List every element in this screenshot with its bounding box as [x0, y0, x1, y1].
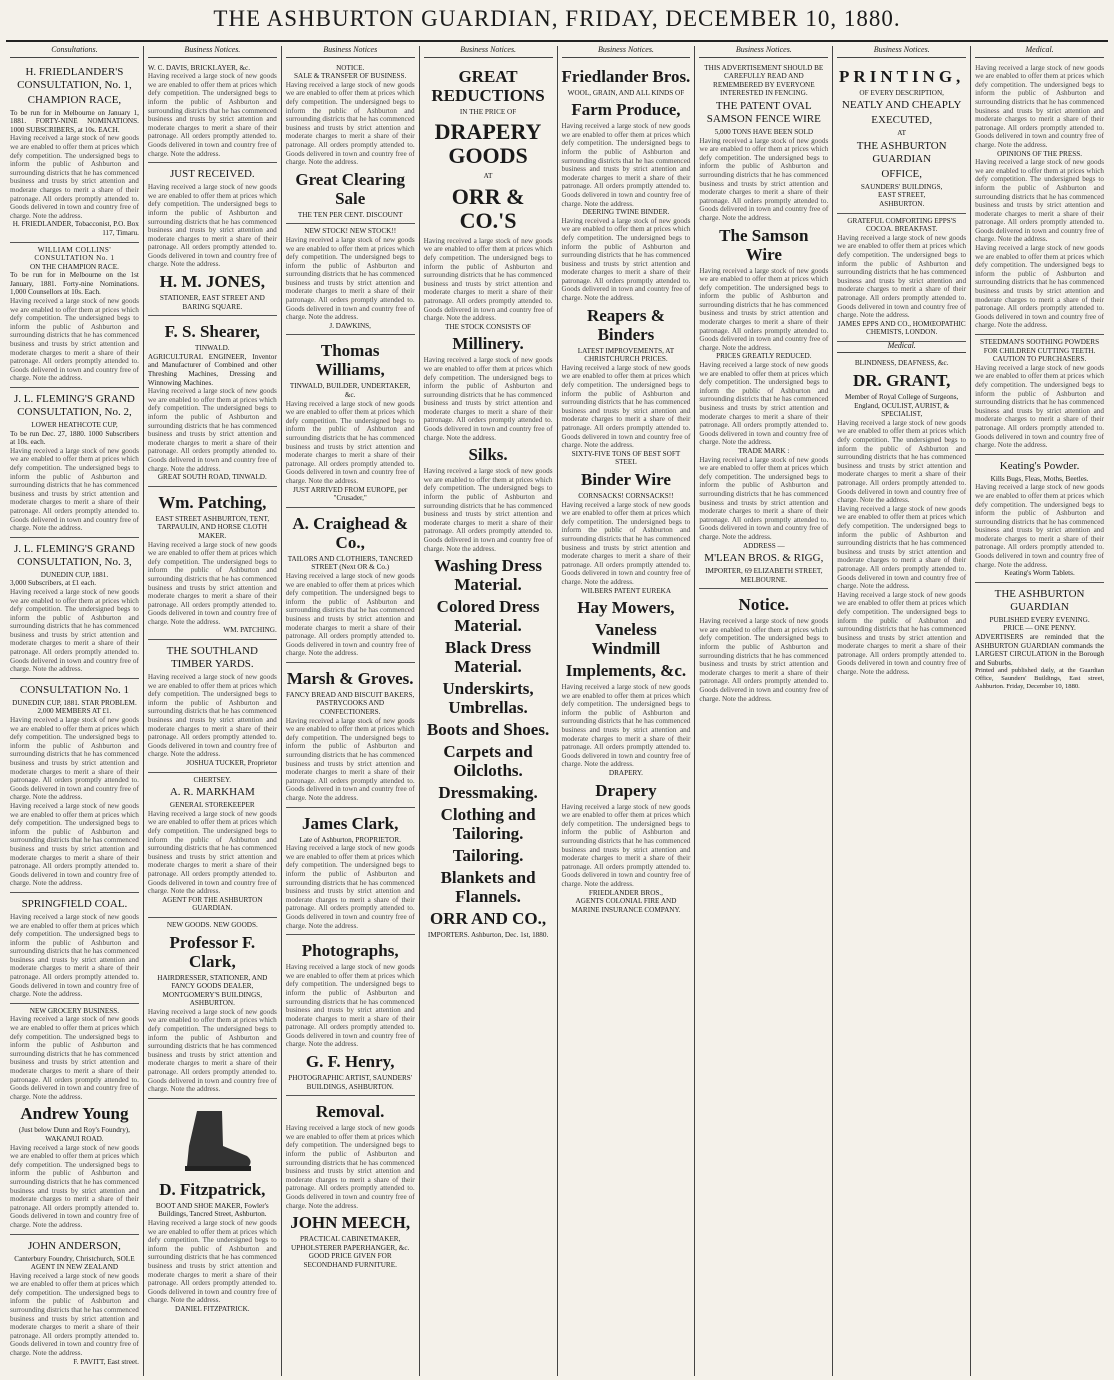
ad-collins-consultation — [10, 243, 139, 389]
ad-title: Photographs, — [301, 941, 399, 961]
ad-samson-wire — [699, 61, 828, 590]
ad-name: Thomas Williams, — [315, 341, 385, 380]
ad-filler: Having received a large stock of new goods we are enabled to offer them at prices which defy competition. The undersigned begs to inform the public of Ashburton and surrounding districts that he has commenced business and trusts by strict attention and moderate charges to merit a share of their patronage. All orders promptly attended to. Goods delivered in town and country free of charge. Note the address. — [147, 673, 277, 759]
ad-company: M'LEAN BROS. & RIGG, — [704, 552, 824, 565]
ad-subtitle: (Just below Dunn and Roy's Foundry), WAKANUI ROAD. — [18, 1126, 130, 1143]
ad-body: To be run for in Melbourne on January 1, 1881. FORTY-NINE NOMINATIONS. 1000 SUBSCRIBERS, at 10s. EACH. — [10, 108, 139, 134]
ad-name: G. F. Henry, — [305, 1052, 395, 1072]
ad-friedlander-bros — [562, 61, 691, 919]
ad-filler: Having received a large stock of new goods we are enabled to offer them at prices which defy competition. The undersigned begs to inform the public of Ashburton and surrounding districts that he has commenced business and trusts by strict attention and moderate charges to merit a share of their patronage. All orders promptly attended to. Goods delivered in town and country free of charge. Note the address. — [423, 236, 553, 323]
ad-subtitle: LOWER HEATHCOTE CUP, — [31, 421, 118, 429]
ad-subtitle: TINWALD. — [195, 344, 230, 353]
ad-filler: Having received a large stock of new goods we are enabled to offer them at prices which defy competition. The undersigned begs to inform the public of Ashburton and surrounding districts that he has commenced business and trusts by strict attention and moderate charges to merit a share of their patronage. All orders promptly attended to. Goods delivered in town and country free of charge. Note the address. — [285, 80, 415, 167]
section-hay-mowers: Hay Mowers, — [577, 598, 675, 618]
ad-signature: JAMES EPPS AND CO., HOMŒOPATHIC CHEMISTS, LONDON. — [837, 319, 966, 337]
section-drapery: Drapery — [595, 780, 657, 800]
ad-subtitle: PUBLISHED EVERY EVENING. — [989, 615, 1090, 624]
ad-keating — [975, 455, 1104, 583]
ad-name: Great Clearing Sale — [295, 169, 406, 208]
ad-filler: Having received a large stock of new goods we are enabled to offer them at prices which defy competition. The undersigned begs to inform the public of Ashburton and surrounding districts that he has commenced business and trusts by strict attention and moderate charges to merit a share of their patronage. All orders promptly attended to. Goods delivered in town and country free of charge. Note the address. — [699, 136, 829, 222]
ad-note: THE STOCK CONSISTS OF — [445, 322, 532, 331]
ad-address: ASHBURTON. — [879, 199, 925, 208]
ad-subtitle: Kills Bugs, Fleas, Moths, Beetles. — [990, 474, 1089, 483]
ad-note: Keating's Worm Tablets. — [1004, 569, 1075, 578]
section-implements: Implements, &c. — [565, 661, 687, 681]
ad-title: THIS ADVERTISEMENT SHOULD BE CAREFULLY READ AND REMEMBERED BY EVERYONE INTERESTED IN FENCING. — [704, 63, 824, 98]
ad-filler: Having received a large stock of new goods we are enabled to offer them at prices which defy competition. The undersigned begs to inform the public of Ashburton and surrounding districts that he has commenced business and trusts by strict attention and moderate charges to merit a share of their patronage. All orders promptly attended to. Goods delivered in town and country free of charge. Note the address. — [285, 963, 415, 1049]
ad-title: Removal. — [315, 1102, 385, 1122]
ad-subtitle: WOOL, GRAIN, AND ALL KINDS OF — [567, 88, 685, 97]
ad-name: Professor F. Clark, — [169, 932, 256, 971]
ad-title: NEW GOODS. NEW GOODS. — [166, 920, 258, 929]
ad-body: To be run Dec. 27, 1880. 1000 Subscribers at 10s. each. — [10, 429, 139, 447]
ad-filler: Having received a large stock of new goods we are enabled to offer them at prices which defy competition. The undersigned begs to inform the public of Ashburton and surrounding districts that he has commenced business and trusts by strict attention and moderate charges to merit a share of their patronage. All orders promptly attended to. Goods delivered in town and country free of charge. Note the address. — [561, 500, 691, 586]
ad-filler: Having received a large stock of new goods we are enabled to offer them at prices which defy competition. The undersigned begs to inform the public of Ashburton and surrounding districts that he has commenced business and trusts by strict attention and moderate charges to merit a share of their patronage. All orders promptly attended to. Goods delivered in town and country free of charge. Note the address. — [10, 446, 139, 533]
section-deering: DEERING TWINE BINDER. — [582, 208, 670, 217]
section-carpets: Carpets and Oilcloths. — [443, 742, 533, 781]
ad-title: W. C. DAVIS, BRICKLAYER, &c. — [147, 63, 251, 72]
ad-name: H. M. JONES, — [159, 272, 265, 292]
ad-signature-sub: IMPORTERS. Ashburton, Dec. 1st, 1880. — [427, 931, 549, 940]
ad-address: EAST STREET, — [878, 191, 926, 200]
ad-professor-clark — [148, 918, 277, 1099]
ad-filler: Having received a large stock of new goods we are enabled to offer them at prices which defy competition. The undersigned begs to inform the public of Ashburton and surrounding districts that he has commenced business and trusts by strict attention and moderate charges to merit a share of their patronage. All orders promptly attended to. Goods delivered in town and country free of charge. Note the address. — [285, 399, 415, 485]
ad-filler: Having received a large stock of new goods we are enabled to offer them at prices which defy competition. The undersigned begs to inform the public of Ashburton and surrounding districts that he has commenced business and trusts by strict attention and moderate charges to merit a share of their patronage. All orders promptly attended to. Goods delivered in town and country free of charge. Note the address. — [10, 912, 139, 999]
ad-filler: Having received a large stock of new goods we are enabled to offer them at prices which defy competition. The undersigned begs to inform the public of Ashburton and surrounding districts that he has commenced business and trusts by strict attention and moderate charges to merit a share of their patronage. All orders promptly attended to. Goods delivered in town and country free of charge. Note the address. — [10, 1143, 139, 1229]
ad-headline: GREAT REDUCTIONS — [431, 66, 545, 105]
ad-signature: GOOD PRICE GIVEN FOR SECONDHAND FURNITURE. — [303, 1252, 397, 1269]
ad-subtitle: CHAMPION RACE, — [27, 93, 122, 106]
ad-filler: Having received a large stock of new goods we are enabled to offer them at prices which defy competition. The undersigned begs to inform the public of Ashburton and surrounding districts that he has commenced business and trusts by strict attention and moderate charges to merit a share of their patronage. All orders promptly attended to. Goods delivered in town and country free of charge. Note the address. — [975, 244, 1104, 330]
ad-subtitle: SALE & TRANSFER OF BUSINESS. — [294, 72, 407, 81]
ad-title: WILLIAM COLLINS' CONSULTATION No. 1 — [34, 245, 115, 263]
ad-company: THE ASHBURTON GUARDIAN — [994, 587, 1085, 613]
ad-farm-produce: Farm Produce, — [571, 100, 681, 120]
ad-filler: Having received a large stock of new goods we are enabled to offer them at prices which defy competition. The undersigned begs to inform the public of Ashburton and surrounding districts that he has commenced business and trusts by strict attention and moderate charges to merit a share of their patronage. All orders promptly attended to. Goods delivered in town and country free of charge. Note the address. — [285, 235, 415, 322]
section-colored-dress: Colored Dress Material. — [436, 597, 540, 636]
ad-filler: Having received a large stock of new goods we are enabled to offer them at prices which defy competition. The undersigned begs to inform the public of Ashburton and surrounding districts that he has commenced business and trusts by strict attention and moderate charges to merit a share of their patronage. All orders promptly attended to. Goods delivered in town and country free of charge. Note the address. — [975, 363, 1104, 450]
section-binder-wire: Binder Wire — [580, 469, 671, 489]
ad-company: ORR & CO.'S — [451, 183, 525, 233]
ad-subtitle: HAIRDRESSER, STATIONER, AND FANCY GOODS DEALER, MONTGOMERY'S BUILDINGS, ASHBURTON. — [157, 973, 268, 1008]
section-drapery-head: DRAPERY. — [608, 769, 643, 778]
ad-southland-timber — [148, 640, 277, 773]
ad-subtitle: Member of Royal College of Surgeons, England, OCULIST, AURIST, & SPECIALIST, — [845, 393, 959, 419]
section-blankets: Blankets and Flannels. — [440, 868, 536, 907]
ad-note: PRICES GREATLY REDUCED. — [716, 352, 812, 361]
ad-title: JOHN ANDERSON, — [27, 1239, 121, 1252]
ad-filler: Having received a large stock of new goods we are enabled to offer them at prices which defy competition. The undersigned begs to inform the public of Ashburton and surrounding districts that he has commenced business and trusts by strict attention and moderate charges to merit a share of their patronage. All orders promptly attended to. Goods delivered in town and country free of charge. Note the address. — [699, 455, 829, 541]
ad-at: AT — [483, 172, 493, 181]
ad-name: Marsh & Groves. — [286, 668, 414, 688]
ad-name: DRAPERY GOODS — [434, 119, 542, 169]
ad-title: JUST RECEIVED. — [169, 168, 255, 181]
ad-title: THE SOUTHLAND TIMBER YARDS. — [166, 645, 258, 671]
ad-name: Andrew Young — [20, 1104, 129, 1124]
ad-title: NEW STOCK! NEW STOCK!! — [304, 227, 397, 236]
column-heading: Business Notices. — [424, 46, 553, 58]
ad-filler: Having received a large stock of new goods we are enabled to offer them at prices which defy competition. The undersigned begs to inform the public of Ashburton and surrounding districts that he has commenced business and trusts by strict attention and moderate charges to merit a share of their patronage. All orders promptly attended to. Goods delivered in town and country free of charge. Note the address. — [561, 802, 691, 888]
column-6 — [695, 46, 833, 1376]
ad-filler: Having received a large stock of new goods we are enabled to offer them at prices which defy competition. The undersigned begs to inform the public of Ashburton and surrounding districts that he has commenced business and trusts by strict attention and moderate charges to merit a share of their patronage. All orders promptly attended to. Goods delivered in town and country free of charge. Note the address. — [975, 63, 1104, 149]
section-boots: Boots and Shoes. — [426, 720, 550, 740]
ad-subtitle: THE PATENT OVAL SAMSON FENCE WIRE — [706, 99, 821, 125]
ad-filler: Having received a large stock of new goods we are enabled to offer them at prices which defy competition. The undersigned begs to inform the public of Ashburton and surrounding districts that he has commenced business and trusts by strict attention and moderate charges to merit a share of their patronage. All orders promptly attended to. Goods delivered in town and country free of charge. Note the address. — [10, 134, 139, 220]
ad-filler: Having received a large stock of new goods we are enabled to offer them at prices which defy competition. The undersigned begs to inform the public of Ashburton and surrounding districts that he has commenced business and trusts by strict attention and moderate charges to merit a share of their patronage. All orders promptly attended to. Goods delivered in town and country free of charge. Note the address. — [975, 158, 1104, 244]
ad-subtitle: TAILORS AND CLOTHIERS, TANCRED STREET (Next OR & Co.) — [287, 554, 413, 572]
column-heading: Medical. — [975, 46, 1104, 58]
section-millinery: Millinery. — [452, 334, 524, 354]
ad-subtitle: Canterbury Foundry, Christchurch, SOLE AGENT IN NEW ZEALAND — [14, 1254, 135, 1272]
masthead: THE ASHBURTON GUARDIAN, FRIDAY, DECEMBER 10, 1880. — [6, 0, 1108, 42]
ad-name: JOHN MEECH, — [290, 1213, 411, 1233]
ad-signature: FRIEDLANDER BROS., — [588, 888, 663, 897]
ad-fitzpatrick — [148, 1099, 277, 1318]
ad-name: Friedlander Bros. — [561, 66, 691, 86]
ad-signature: H. FRIEDLANDER, Tobacconist, P.O. Box 117, Timaru. — [12, 220, 139, 237]
ad-davis — [148, 61, 277, 164]
ad-subtitle: OF EVERY DESCRIPTION, — [859, 88, 944, 97]
ad-note: JUST ARRIVED FROM EUROPE, per "Crusader," — [293, 485, 408, 503]
ad-company: THE ASHBURTON GUARDIAN — [856, 139, 947, 165]
ad-marsh-groves — [286, 663, 415, 808]
ad-subtitle: IN THE PRICE OF — [459, 107, 517, 116]
ad-address: IMPORTER, 69 ELIZABETH STREET, MELBOURNE. — [705, 567, 823, 584]
ad-subtitle: BOOT AND SHOE MAKER, Fowler's Buildings, Tancred Street, Ashburton. — [155, 1201, 269, 1219]
section-reapers: Reapers & Binders — [586, 305, 665, 344]
ad-markham — [148, 773, 277, 918]
ad-epps-cocoa — [837, 214, 966, 342]
ad-filler: Having received a large stock of new goods we are enabled to offer them at prices which defy competition. The undersigned begs to inform the public of Ashburton and surrounding districts that he has commenced business and trusts by strict attention and moderate charges to merit a share of their patronage. All orders promptly attended to. Goods delivered in town and country free of charge. Note the address. — [10, 1271, 139, 1358]
ad-filler: Having received a large stock of new goods we are enabled to offer them at prices which defy competition. The undersigned begs to inform the public of Ashburton and surrounding districts that he has commenced business and trusts by strict attention and moderate charges to merit a share of their patronage. All orders promptly attended to. Goods delivered in town and country free of charge. Note the address. — [837, 590, 967, 677]
ad-shearer — [148, 316, 277, 487]
ad-filler: Having received a large stock of new goods we are enabled to offer them at prices which defy competition. The undersigned begs to inform the public of Ashburton and surrounding districts that he has commenced business and trusts by strict attention and moderate charges to merit a share of their patronage. All orders promptly attended to. Goods delivered in town and country free of charge. Note the address. — [10, 801, 139, 888]
ad-name: F. S. Shearer, — [164, 322, 260, 342]
imprint: Printed and published daily, at the Guardian Office, Saunders' Buildings, East street, Ashburton. Friday, December 10, 1880. — [975, 667, 1104, 691]
ad-name: Wm. Patching, — [158, 492, 267, 512]
ad-filler: Having received a large stock of new goods we are enabled to offer them at prices which defy competition. The undersigned begs to inform the public of Ashburton and surrounding districts that he has commenced business and trusts by strict attention and moderate charges to merit a share of their patronage. All orders promptly attended to. Goods delivered in town and country free of charge. Note the address. — [147, 387, 277, 473]
column-heading: Business Notices. — [148, 46, 277, 58]
section-tailoring: Tailoring. — [452, 846, 524, 866]
column-8 — [971, 46, 1108, 1376]
ad-address: SAUNDERS' BUILDINGS, — [860, 182, 943, 191]
ad-name: James Clark, — [302, 813, 399, 833]
ad-subtitle: DUNEDIN CUP, 1881. STAR PROBLEM. — [12, 698, 137, 707]
ad-title: BLINDNESS, DEAFNESS, &c. — [854, 359, 949, 368]
ad-title: NOTICE. — [336, 63, 365, 72]
section-washing-dress: Washing Dress Material. — [434, 556, 542, 595]
ad-title: H. FRIEDLANDER'S CONSULTATION, No. 1, — [17, 65, 132, 91]
ad-name: Keating's Powder. — [999, 459, 1080, 472]
ad-fleming-consultation-2 — [10, 388, 139, 538]
column-heading: Business Notices. — [837, 46, 966, 58]
section-heading-medical: Medical. — [837, 342, 966, 354]
ad-notice — [699, 589, 828, 707]
ad-subtitle: DUNEDIN CUP, 1881. — [40, 570, 109, 579]
ad-subtitle: TINWALD, BUILDER, UNDERTAKER, &c. — [289, 382, 411, 400]
ad-signature: JOSHUA TUCKER, Proprietor — [186, 759, 277, 767]
ad-name: PRINTING, — [839, 66, 965, 86]
ad-filler: Having received a large stock of new goods we are enabled to offer them at prices which defy competition. The undersigned begs to inform the public of Ashburton and surrounding districts that he has commenced business and trusts by strict attention and moderate charges to merit a share of their patronage. All orders promptly attended to. Goods delivered in town and country free of charge. Note the address. — [147, 809, 277, 896]
ad-friedlander-consultation — [10, 61, 139, 243]
ad-place: CHERTSEY. — [193, 775, 232, 784]
ad-note: THE TEN PER CENT. DISCOUNT — [297, 210, 403, 219]
ad-everett-sale — [286, 61, 415, 225]
ad-filler: Having received a large stock of new goods we are enabled to offer them at prices which defy competition. The undersigned begs to inform the public of Ashburton and surrounding districts that he has commenced business and trusts by strict attention and moderate charges to merit a share of their patronage. All orders promptly attended to. Goods delivered in town and country free of charge. Note the address. — [147, 1219, 277, 1305]
ad-printing — [837, 61, 966, 214]
ad-note: WILBERS PATENT EUREKA — [580, 586, 672, 595]
ad-name: Notice. — [738, 595, 790, 615]
ad-subtitle: FANCY BREAD AND BISCUIT BAKERS, PASTRYCOOKS AND CONFECTIONERS. — [286, 690, 415, 717]
ad-signature: F. PAVITT, East street. — [73, 1357, 139, 1366]
ad-name: DR. GRANT, — [852, 371, 951, 391]
section-dressmaking: Dressmaking. — [438, 783, 538, 803]
ad-filler: Having received a large stock of new goods we are enabled to offer them at prices which defy competition. The undersigned begs to inform the public of Ashburton and surrounding districts that he has commenced business and trusts by strict attention and moderate charges to merit a share of their patronage. All orders promptly attended to. Goods delivered in town and country free of charge. Note the address. — [10, 297, 139, 383]
ad-springfield-coal — [10, 893, 139, 1004]
ad-body: ADVERTISERS are reminded that the ASHBURTON GUARDIAN commands the LARGEST CIRCULATION in the Borough and Suburbs. — [975, 633, 1104, 667]
columns — [6, 46, 1108, 1376]
ad-line: NEATLY AND CHEAPLY — [841, 99, 962, 112]
ad-filler: Having received a large stock of new goods we are enabled to offer them at prices which defy competition. The undersigned begs to inform the public of Ashburton and surrounding districts that he has commenced business and trusts by strict attention and moderate charges to merit a share of their patronage. All orders promptly attended to. Goods delivered in town and country free of charge. Note the address. — [561, 216, 691, 303]
column-heading: Business Notices. — [562, 46, 691, 58]
ad-line: OFFICE, — [881, 167, 923, 180]
section-black-dress: Black Dress Material. — [445, 638, 532, 677]
ad-dawkins — [286, 224, 415, 335]
ad-subtitle: CAUTION TO PURCHASERS. — [992, 355, 1087, 364]
ad-filler: Having received a large stock of new goods we are enabled to offer them at prices which defy competition. The undersigned begs to inform the public of Ashburton and surrounding districts that he has commenced business and trusts by strict attention and moderate charges to merit a share of their patronage. All orders promptly attended to. Goods delivered in town and country free of charge. Note the address. — [147, 540, 277, 626]
ad-title: J. L. FLEMING'S GRAND CONSULTATION, No. 3, — [14, 542, 135, 568]
ad-subtitle: EAST STREET ASHBURTON, TENT, TARPAULIN, AND HORSE CLOTH MAKER. — [155, 514, 270, 540]
boot-illustration — [167, 1106, 257, 1176]
ad-filler: Having received a large stock of new goods we are enabled to offer them at prices which defy competition. The undersigned begs to inform the public of Ashburton and surrounding districts that he has commenced business and trusts by strict attention and moderate charges to merit a share of their patronage. All orders promptly attended to. Goods delivered in town and country free of charge. Note the address. — [561, 122, 691, 208]
ad-at: AT — [897, 129, 907, 138]
ad-signature: DANIEL FITZPATRICK. — [175, 1304, 250, 1313]
ad-title: SPRINGFIELD COAL. — [21, 897, 128, 910]
ad-john-meech — [286, 1096, 415, 1273]
section-silks: Silks. — [468, 445, 508, 465]
ad-subtitle: ON THE CHAMPION RACE. — [29, 262, 119, 271]
ad-filler: Having received a large stock of new goods we are enabled to offer them at prices which defy competition. The undersigned begs to inform the public of Ashburton and surrounding districts that he has commenced business and trusts by strict attention and moderate charges to merit a share of their patronage. All orders promptly attended to. Goods delivered in town and country free of charge. Note the address. — [699, 266, 829, 352]
ad-filler: Having received a large stock of new goods we are enabled to offer them at prices which defy competition. The undersigned begs to inform the public of Ashburton and surrounding districts that he has commenced business and trusts by strict attention and moderate charges to merit a share of their patronage. All orders promptly attended to. Goods delivered in town and country free of charge. Note the address. — [975, 483, 1104, 569]
column-heading: Business Notices. — [699, 46, 828, 58]
ad-name: D. Fitzpatrick, — [159, 1179, 266, 1199]
ad-john-anderson — [10, 1235, 139, 1371]
ad-filler: Having received a large stock of new goods we are enabled to offer them at prices which defy competition. The undersigned begs to inform the public of Ashburton and surrounding districts that he has commenced business and trusts by strict attention and moderate charges to merit a share of their patronage. All orders promptly attended to. Goods delivered in town and country free of charge. Note the address. — [147, 183, 277, 269]
ad-medical-testimonials — [975, 61, 1104, 335]
ad-filler: Having received a large stock of new goods we are enabled to offer them at prices which defy competition. The undersigned begs to inform the public of Ashburton and surrounding districts that he has commenced business and trusts by strict attention and moderate charges to merit a share of their patronage. All orders promptly attended to. Goods delivered in town and country free of charge. Note the address. — [837, 233, 967, 320]
ad-filler: Having received a large stock of new goods we are enabled to offer them at prices which defy competition. The undersigned begs to inform the public of Ashburton and surrounding districts that he has commenced business and trusts by strict attention and moderate charges to merit a share of their patronage. All orders promptly attended to. Goods delivered in town and country free of charge. Note the address. — [10, 716, 139, 802]
ad-filler: Having received a large stock of new goods we are enabled to offer them at prices which defy competition. The undersigned begs to inform the public of Ashburton and surrounding districts that he has commenced business and trusts by strict attention and moderate charges to merit a share of their patronage. All orders promptly attended to. Goods delivered in town and country free of charge. Note the address. — [699, 361, 829, 447]
ad-subtitle: PRACTICAL CABINETMAKER, UPHOLSTERER PAPERHANGER, &c. — [291, 1235, 410, 1252]
ad-craighead — [286, 508, 415, 663]
ad-filler: Having received a large stock of new goods we are enabled to offer them at prices which defy competition. The undersigned begs to inform the public of Ashburton and surrounding districts that he has commenced business and trusts by strict attention and moderate charges to merit a share of their patronage. All orders promptly attended to. Goods delivered in town and country free of charge. Note the address. — [147, 72, 277, 158]
ad-note: LATEST IMPROVEMENTS, AT CHRISTCHURCH PRICES. — [577, 346, 675, 364]
ad-filler: Having received a large stock of new goods we are enabled to offer them at prices which defy competition. The undersigned begs to inform the public of Ashburton and surrounding districts that he has commenced business and trusts by strict attention and moderate charges to merit a share of their patronage. All orders promptly attended to. Goods delivered in town and country free of charge. Note the address. — [10, 1015, 139, 1101]
ad-name: The Samson Wire — [719, 225, 809, 264]
ad-jones — [148, 163, 277, 316]
ad-patching — [148, 487, 277, 640]
ad-consultation-dunedin — [10, 679, 139, 893]
ad-body: To be run for in Melbourne on the 1st January, 1881. Forty-nine Nominations. 1,000 Counsellors at 10s. Each. — [10, 271, 139, 297]
section-windmill: Vaneless Windmill — [591, 620, 661, 659]
ad-body: 3,000 Subscribers, at £1 each. — [10, 579, 97, 588]
ad-title: CONSULTATION No. 1 — [19, 683, 129, 696]
ad-orr-reductions — [424, 61, 553, 944]
ad-note: AGENT FOR THE ASHBURTON GUARDIAN. — [162, 895, 263, 913]
ad-subtitle: GENERAL STOREKEEPER — [169, 801, 255, 810]
ad-filler: Having received a large stock of new goods we are enabled to offer them at prices which defy competition. The undersigned begs to inform the public of Ashburton and surrounding districts that he has commenced business and trusts by strict attention and moderate charges to merit a share of their patronage. All orders promptly attended to. Goods delivered in town and country free of charge. Note the address. — [285, 716, 415, 802]
ad-subtitle: Late of Ashburton, PROPRIETOR. — [299, 835, 401, 844]
ad-filler: Having received a large stock of new goods we are enabled to offer them at prices which defy competition. The undersigned begs to inform the public of Ashburton and surrounding districts that he has commenced business and trusts by strict attention and moderate charges to merit a share of their patronage. All orders promptly attended to. Goods delivered in town and country free of charge. Note the address. — [699, 617, 829, 703]
ad-subtitle: STATIONER, EAST STREET AND BARING SQUARE. — [159, 294, 265, 311]
section-clothing: Clothing and Tailoring. — [440, 805, 536, 844]
ad-fleming-consultation-3 — [10, 538, 139, 679]
ad-thomas-williams — [286, 335, 415, 507]
ad-filler: Having received a large stock of new goods we are enabled to offer them at prices which defy competition. The undersigned begs to inform the public of Ashburton and surrounding districts that he has commenced business and trusts by strict attention and moderate charges to merit a share of their patronage. All orders promptly attended to. Goods delivered in town and country free of charge. Note the address. — [285, 571, 415, 658]
ad-signature: WM. PATCHING. — [223, 626, 277, 635]
column-1 — [6, 46, 144, 1376]
ad-title: J. L. FLEMING'S GRAND CONSULTATION, No. 2, — [14, 393, 135, 418]
ad-note: 5,000 TONS HAVE BEEN SOLD — [714, 127, 814, 136]
ad-address-label: ADDRESS — — [742, 541, 785, 550]
ad-subtitle: PHOTOGRAPHIC ARTIST, SAUNDERS' BUILDINGS, ASHBURTON. — [288, 1074, 413, 1091]
section-cornsacks: CORNSACKS! CORNSACKS!! — [578, 491, 674, 500]
ad-andrew-young — [10, 1004, 139, 1235]
ad-filler: Having received a large stock of new goods we are enabled to offer them at prices which defy competition. The undersigned begs to inform the public of Ashburton and surrounding districts that he has commenced business and trusts by strict attention and moderate charges to merit a share of their patronage. All orders promptly attended to. Goods delivered in town and country free of charge. Note the address. — [561, 363, 691, 450]
ad-steedman — [975, 335, 1104, 455]
ad-filler: Having received a large stock of new goods we are enabled to offer them at prices which defy competition. The undersigned begs to inform the public of Ashburton and surrounding districts that he has commenced business and trusts by strict attention and moderate charges to merit a share of their patronage. All orders promptly attended to. Goods delivered in town and country free of charge. Note the address. — [285, 844, 415, 930]
ad-title: GRATEFUL COMFORTING EPPS'S COCOA. BREAKFAST. — [847, 216, 957, 234]
column-4 — [420, 46, 558, 1376]
ad-signature: ORR AND CO., — [429, 909, 547, 929]
ad-filler: Having received a large stock of new goods we are enabled to offer them at prices which defy competition. The undersigned begs to inform the public of Ashburton and surrounding districts that he has commenced business and trusts by strict attention and moderate charges to merit a share of their patronage. All orders promptly attended to. Goods delivered in town and country free of charge. Note the address. — [147, 1007, 277, 1094]
section-underskirts: Underskirts, Umbrellas. — [442, 679, 534, 718]
ad-henry-photographs — [286, 935, 415, 1096]
ad-james-clark — [286, 808, 415, 936]
column-7 — [833, 46, 971, 1376]
ad-address: GREAT SOUTH ROAD, TINWALD. — [157, 473, 267, 482]
ad-filler: Having received a large stock of new goods we are enabled to offer them at prices which defy competition. The undersigned begs to inform the public of Ashburton and surrounding districts that he has commenced business and trusts by strict attention and moderate charges to merit a share of their patronage. All orders promptly attended to. Goods delivered in town and country free of charge. Note the address. — [837, 418, 967, 505]
ad-title: NEW GROCERY BUSINESS. — [29, 1006, 120, 1015]
ad-filler: Having received a large stock of new goods we are enabled to offer them at prices which defy competition. The undersigned begs to inform the public of Ashburton and surrounding districts that he has commenced business and trusts by strict attention and moderate charges to merit a share of their patronage. All orders promptly attended to. Goods delivered in town and country free of charge. Note the address. — [423, 467, 553, 553]
column-5 — [558, 46, 696, 1376]
ad-body: AGRICULTURAL ENGINEER, Inventor and Manufacturer of Combined and other Threshing Machines, Dressing and Winnowing Machines. — [147, 352, 277, 387]
ad-signature-sub: AGENTS COLONIAL FIRE AND MARINE INSURANCE COMPANY. — [571, 897, 681, 914]
ad-note: SIXTY-FIVE TONS OF BEST SOFT STEEL — [571, 449, 681, 467]
column-heading: Consultations. — [10, 46, 139, 58]
ad-filler: Having received a large stock of new goods we are enabled to offer them at prices which defy competition. The undersigned begs to inform the public of Ashburton and surrounding districts that he has commenced business and trusts by strict attention and moderate charges to merit a share of their patronage. All orders promptly attended to. Goods delivered in town and country free of charge. Note the address. — [561, 683, 691, 769]
ad-filler: Having received a large stock of new goods we are enabled to offer them at prices which defy competition. The undersigned begs to inform the public of Ashburton and surrounding districts that he has commenced business and trusts by strict attention and moderate charges to merit a share of their patronage. All orders promptly attended to. Goods delivered in town and country free of charge. Note the address. — [423, 356, 553, 442]
ad-title: STEEDMAN'S SOOTHING POWDERS FOR CHILDREN CUTTING TEETH. — [980, 338, 1100, 355]
ad-trade-mark: TRADE MARK : — [738, 446, 790, 455]
ad-name: A. Craighead & Co., — [292, 513, 409, 552]
ad-dr-grant — [837, 356, 966, 680]
ad-line: EXECUTED, — [871, 114, 933, 127]
ad-filler: Having received a large stock of new goods we are enabled to offer them at prices which defy competition. The undersigned begs to inform the public of Ashburton and surrounding districts that he has commenced business and trusts by strict attention and moderate charges to merit a share of their patronage. All orders promptly attended to. Goods delivered in town and country free of charge. Note the address. — [10, 587, 139, 674]
ad-title: OPINIONS OF THE PRESS. — [997, 149, 1083, 158]
column-2 — [144, 46, 282, 1376]
ad-filler: Having received a large stock of new goods we are enabled to offer them at prices which defy competition. The undersigned begs to inform the public of Ashburton and surrounding districts that he has commenced business and trusts by strict attention and moderate charges to merit a share of their patronage. All orders promptly attended to. Goods delivered in town and country free of charge. Note the address. — [285, 1124, 415, 1210]
ad-body: 2,000 MEMBERS AT £1. — [37, 707, 112, 716]
ad-price: PRICE — ONE PENNY. — [1003, 624, 1076, 633]
column-3 — [282, 46, 420, 1376]
column-heading: Business Notices — [286, 46, 415, 58]
ad-guardian — [975, 583, 1104, 696]
ad-name: A. R. MARKHAM — [169, 786, 255, 799]
ad-signature: J. DAWKINS, — [329, 321, 371, 330]
ad-filler: Having received a large stock of new goods we are enabled to offer them at prices which defy competition. The undersigned begs to inform the public of Ashburton and surrounding districts that he has commenced business and trusts by strict attention and moderate charges to merit a share of their patronage. All orders promptly attended to. Goods delivered in town and country free of charge. Note the address. — [837, 504, 967, 591]
